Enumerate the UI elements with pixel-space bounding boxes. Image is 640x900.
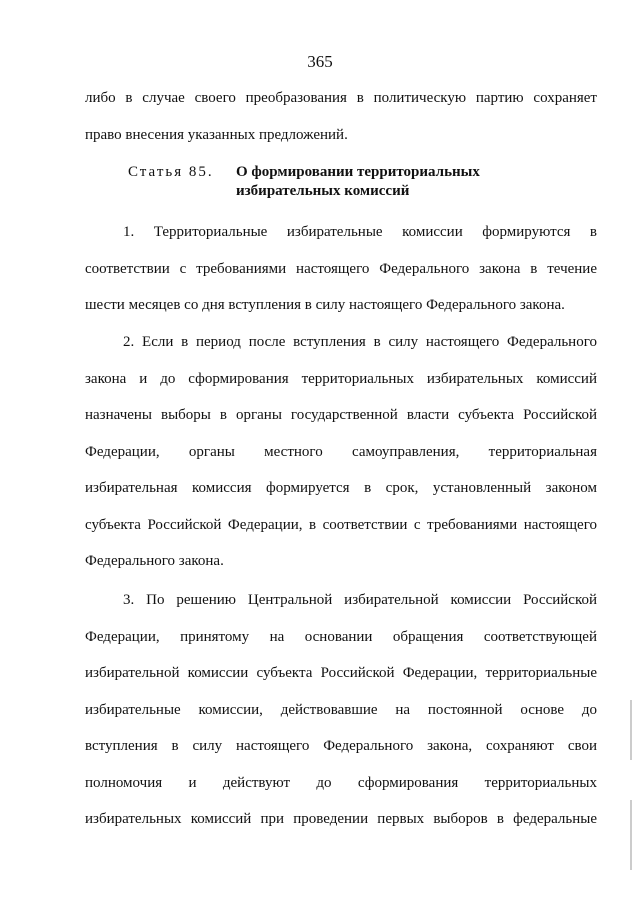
text-line: закона и до сформирования территориальных избирательных комиссий xyxy=(85,370,597,387)
text-line: 2. Если в период после вступления в силу настоящего Федерального xyxy=(123,334,597,350)
text-line: либо в случае своего преобразования в политическую партию сохраняет xyxy=(85,90,597,106)
paragraph-2 xyxy=(85,324,597,580)
text-line: шести месяцев со дня вступления в силу настоящего Федерального закона. xyxy=(85,297,565,313)
text-line: соответствии с требованиями настоящего Федерального закона в течение xyxy=(85,260,597,277)
text-line: 3. По решению Центральной избирательной комиссии Российской xyxy=(123,592,597,608)
text-line: Федерации, органы местного самоуправления, территориальная xyxy=(85,443,597,460)
text-line: избирательная комиссия формируется в срок, установленный законом xyxy=(85,480,597,496)
scan-edge-mark xyxy=(630,700,632,760)
text-line: избирательные комиссии, действовавшие на постоянной основе до xyxy=(85,701,597,718)
article-title-line: избирательных комиссий xyxy=(236,183,410,199)
scan-edge-mark xyxy=(630,800,632,870)
text-line: субъекта Российской Федерации, в соответствии с требованиями настоящего xyxy=(85,516,597,533)
paragraph-3 xyxy=(85,582,597,838)
article-title xyxy=(236,163,566,201)
text-line: право внесения указанных предложений. xyxy=(85,126,348,143)
text-line: избирательных комиссий при проведении первых выборов в федеральные xyxy=(85,811,597,827)
text-line: назначены выборы в органы государственной власти субъекта Российской xyxy=(85,407,597,423)
text-line: избирательной комиссии субъекта Российской Федерации, территориальные xyxy=(85,665,597,681)
text-line: 1. Территориальные избирательные комиссии формируются в xyxy=(123,224,597,240)
article-label: Статья 85. xyxy=(128,164,214,180)
text-line: Федерации, принятому на основании обращения соответствующей xyxy=(85,628,597,645)
intro-paragraph xyxy=(85,80,597,153)
text-line: полномочия и действуют до сформирования территориальных xyxy=(85,774,597,791)
article-title-line: О формировании территориальных xyxy=(236,164,480,180)
page-number: 365 xyxy=(307,52,333,71)
text-line: Федерального закона. xyxy=(85,553,224,569)
text-line: вступления в силу настоящего Федерального закона, сохраняют свои xyxy=(85,738,597,754)
paragraph-1 xyxy=(85,214,597,324)
